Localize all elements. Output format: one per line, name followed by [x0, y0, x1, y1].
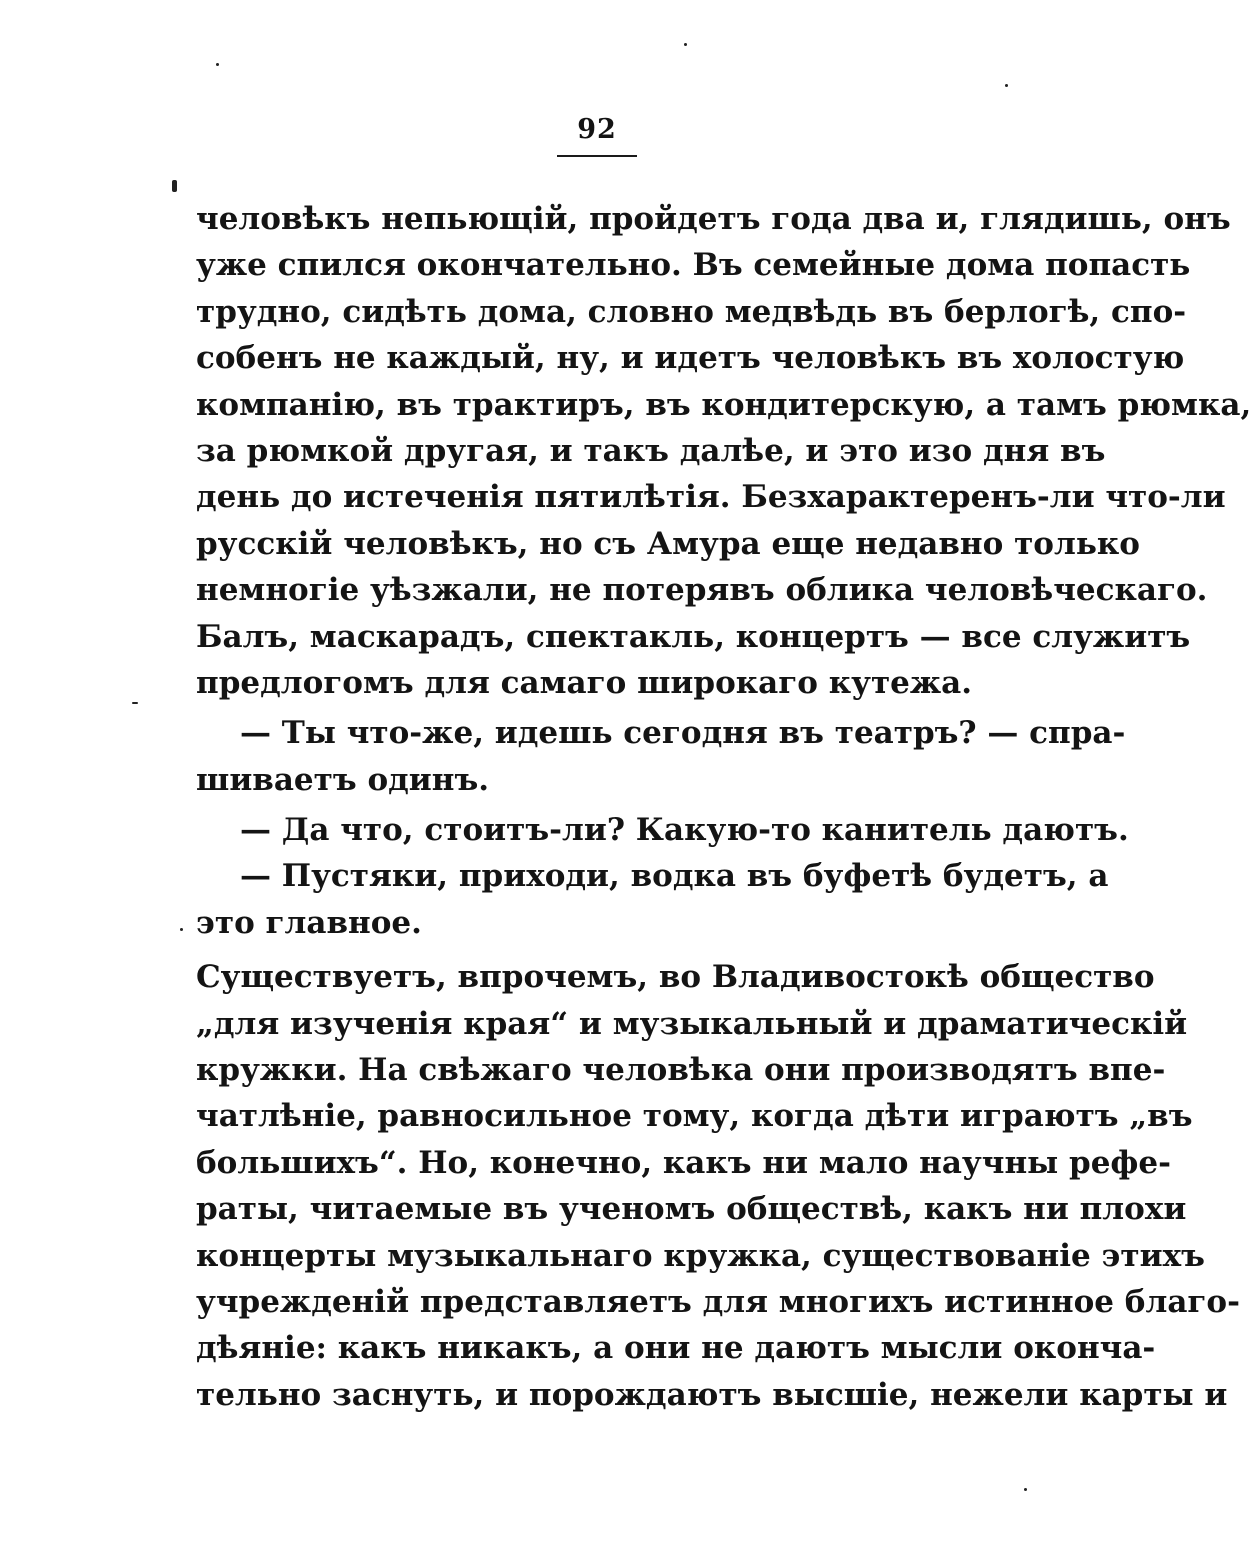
text-line: за рюмкой другая, и такъ далѣе, и это изо дня въ [196, 432, 1106, 469]
text-line: большихъ“. Но, конечно, какъ ни мало научны рефе- [196, 1144, 1171, 1181]
text-line: это главное. [196, 904, 422, 941]
text-line: человѣкъ непьющій, пройдетъ года два и, глядишь, онъ [196, 201, 1231, 237]
dialogue-line: — Да что, стоитъ-ли? Какую-то канитель даютъ. [240, 812, 1129, 849]
scan-speck [180, 928, 183, 931]
text-line: учрежденій представляетъ для многихъ истинное благо- [196, 1283, 1240, 1320]
dialogue-line: — Ты что-же, идешь сегодня въ театръ? — спра- [240, 715, 1126, 752]
text-line: Существуетъ, впрочемъ, во Владивостокѣ общество [196, 959, 1155, 996]
text-line: Балъ, маскарадъ, спектакль, концертъ — все служитъ [196, 618, 1191, 655]
text-line: немногіе уѣзжали, не потерявъ облика человѣческаго. [196, 572, 1208, 609]
text-line: предлогомъ для самаго широкаго кутежа. [196, 664, 973, 701]
text-line: чатлѣніе, равносильное тому, когда дѣти играютъ „въ [196, 1098, 1193, 1135]
text-line: русскій человѣкъ, но съ Амура еще недавно только [196, 525, 1140, 562]
scan-speck [1005, 84, 1008, 87]
page-number-rule [557, 155, 637, 157]
text-line: кружки. На свѣжаго человѣка они производятъ впе- [196, 1052, 1166, 1089]
text-line: тельно заснуть, и порождаютъ высшіе, нежели карты и [196, 1376, 1228, 1413]
paragraph-gap [196, 946, 1008, 954]
text-line: трудно, сидѣть дома, словно медвѣдь въ берлогѣ, спо- [196, 293, 1187, 330]
dialogue-line: — Пустяки, приходи, водка въ буфетѣ будетъ, а [240, 858, 1109, 895]
text-line: концерты музыкальнаго кружка, существованіе этихъ [196, 1237, 1205, 1274]
text-line: компанію, въ трактиръ, въ кондитерскую, а тамъ рюмка, [196, 386, 1251, 423]
text-line: уже спился окончательно. Въ семейные дома попасть [196, 247, 1191, 284]
scan-speck [684, 43, 687, 46]
text-line: „для изученія края“ и музыкальный и драматическій [196, 1005, 1188, 1042]
scan-speck [172, 180, 177, 192]
page-text [196, 196, 1251, 1418]
scan-speck [216, 63, 219, 66]
text-line: собенъ не каждый, ну, и идетъ человѣкъ въ холостую [196, 340, 1185, 377]
text-line: шиваетъ одинъ. [196, 761, 490, 798]
scan-speck [132, 702, 138, 704]
text-line: дѣяніе: какъ никакъ, а они не даютъ мысли оконча- [196, 1330, 1156, 1367]
text-line: раты, читаемые въ ученомъ обществѣ, какъ ни плохи [196, 1191, 1187, 1228]
page-number: 92 [577, 114, 617, 145]
scan-speck [1024, 1488, 1027, 1491]
text-line: день до истеченія пятилѣтія. Безхарактеренъ-ли что-ли [196, 479, 1226, 516]
